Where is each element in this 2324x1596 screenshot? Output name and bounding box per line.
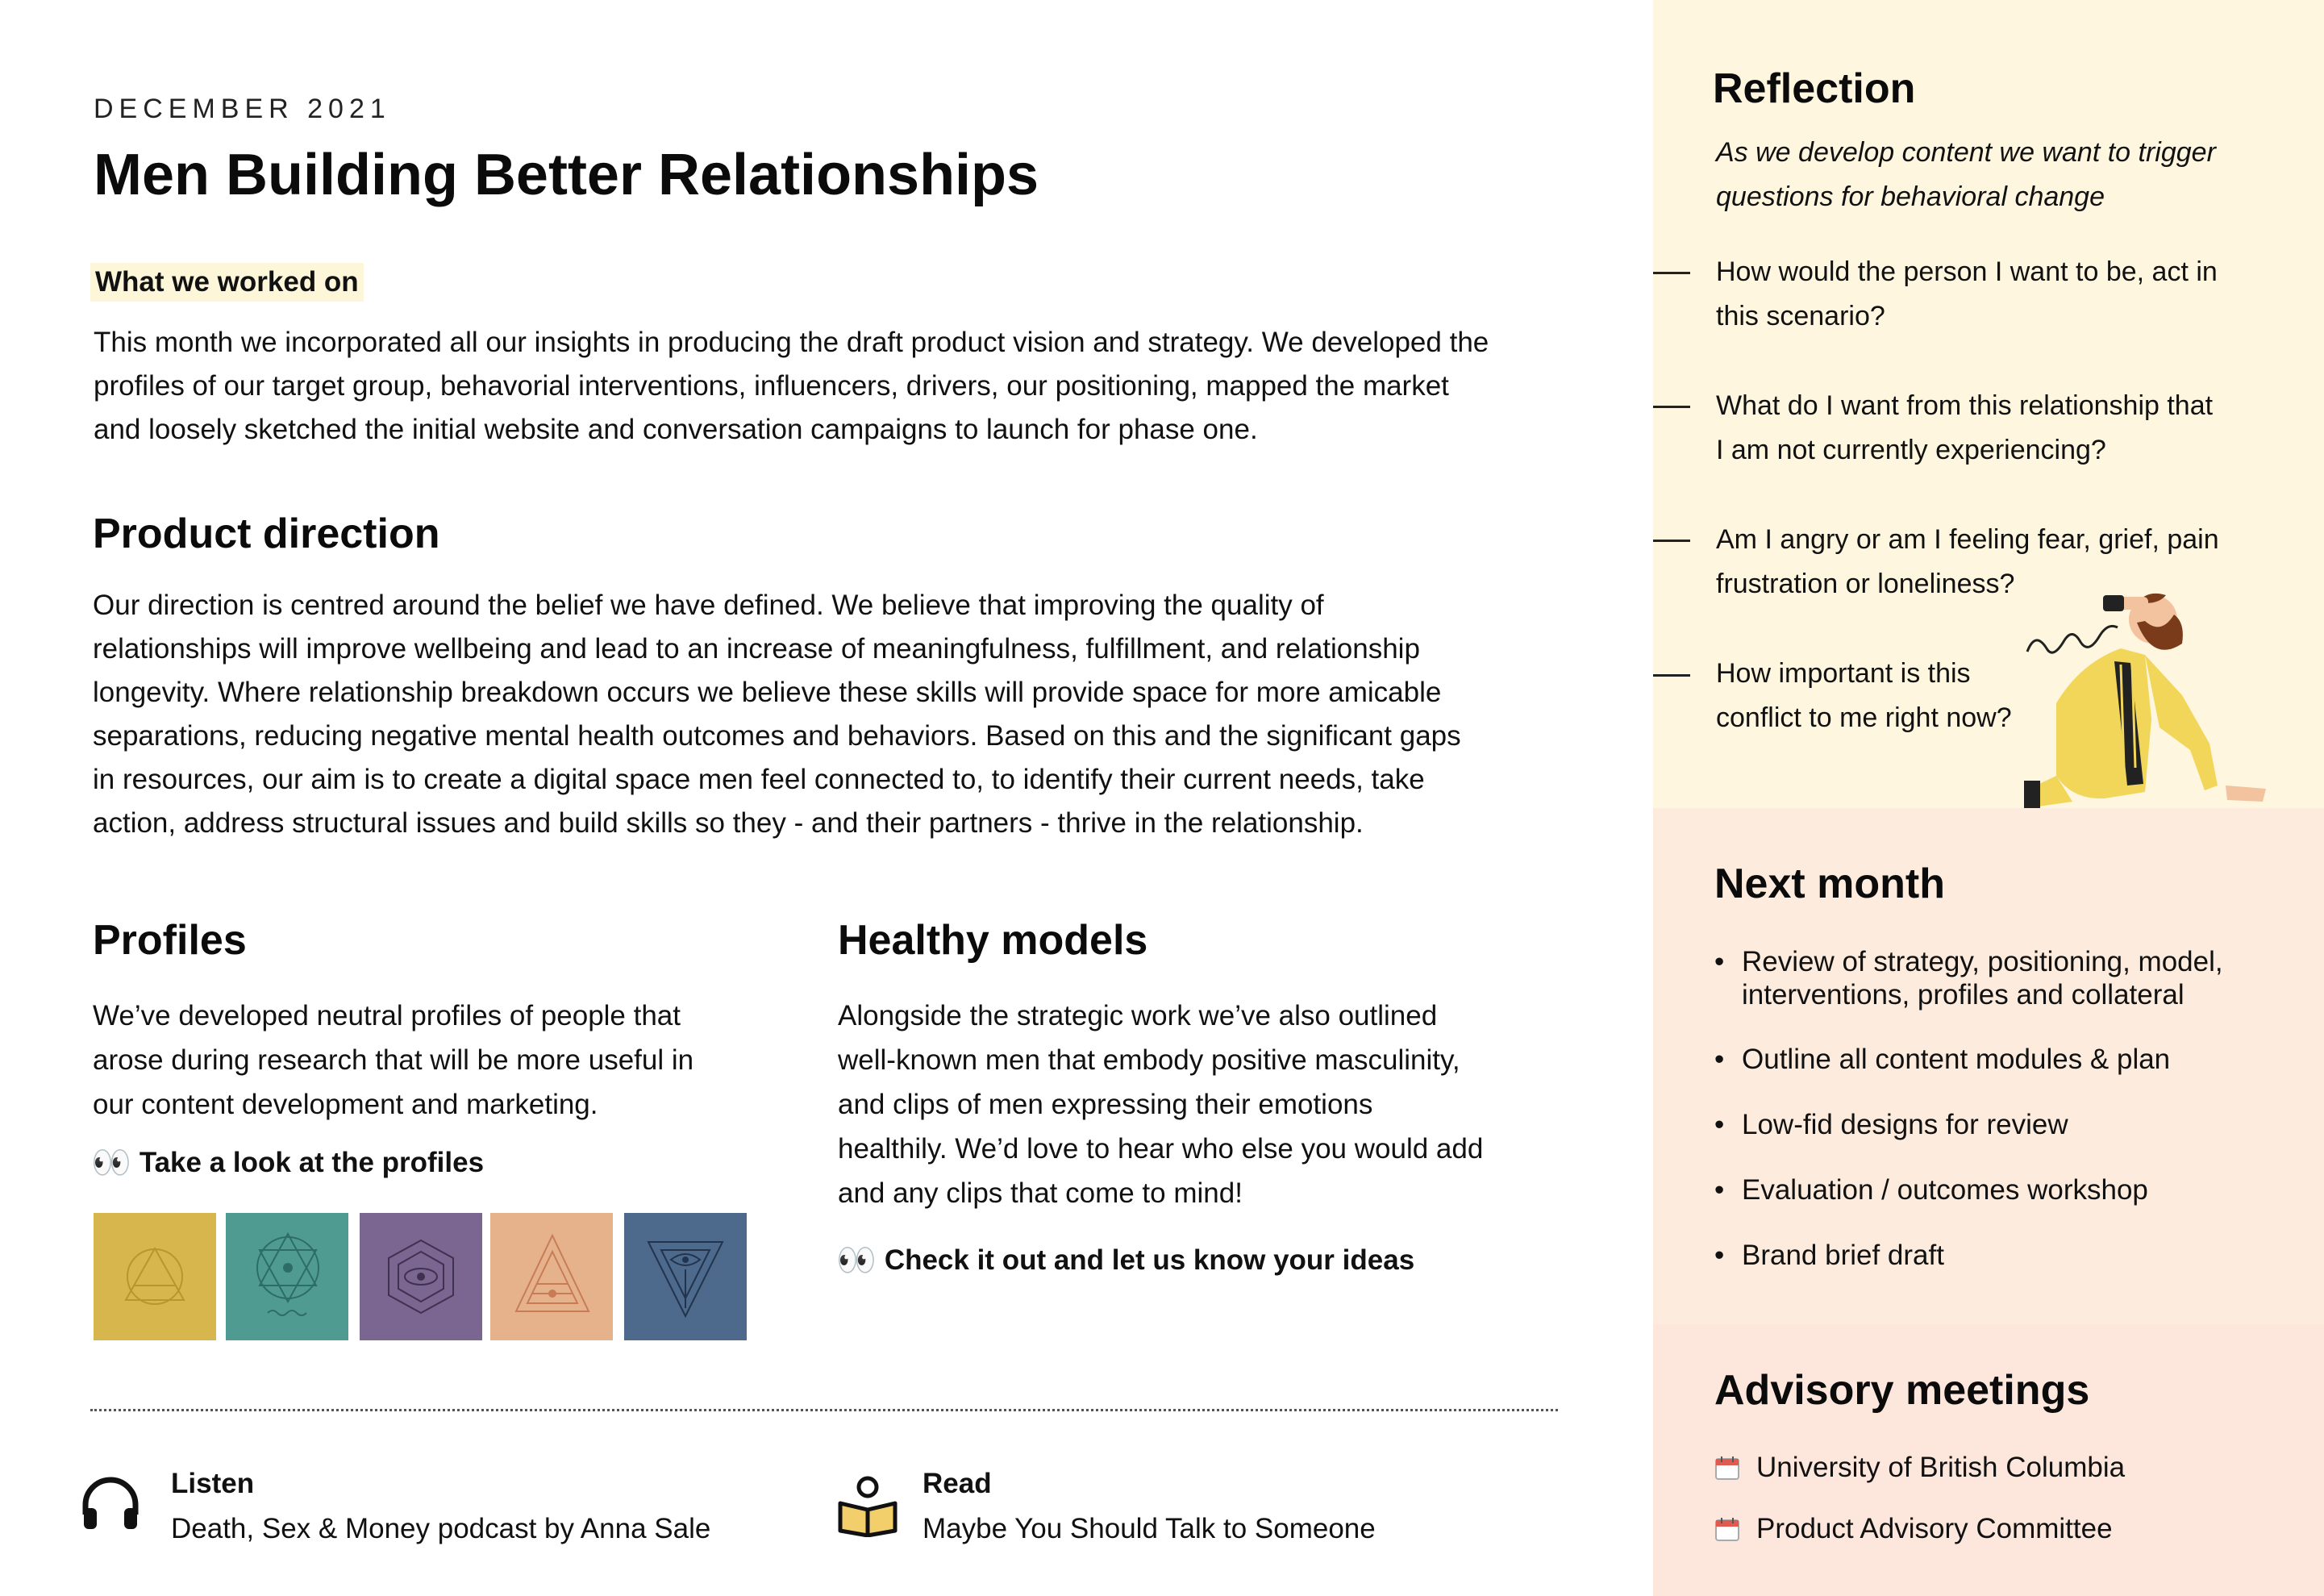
list-item: University of British Columbia (1714, 1452, 2125, 1484)
section-divider (90, 1409, 1558, 1411)
star-circle-icon (226, 1213, 351, 1340)
bullet: • (1714, 1240, 1725, 1271)
pyramid-icon (490, 1213, 615, 1340)
profiles-link[interactable] (91, 1144, 484, 1181)
inverted-eye-icon (624, 1213, 748, 1340)
healthy-models-link-label: Check it out and let us know your ideas (884, 1244, 1415, 1276)
question-dash (1653, 674, 1690, 677)
list-item: • Brand brief draft (1714, 1240, 1944, 1271)
list-item: Product Advisory Committee (1714, 1513, 2113, 1545)
healthy-models-heading: Healthy models (838, 917, 1148, 964)
profiles-heading: Profiles (93, 917, 247, 964)
healthy-models-paragraph: Alongside the strategic work we’ve also outlined well-known men that embody positive masculinity, and clips of men expressing their emotions healthily. We’d love to hear who else you would add and any clips that come to mind! (838, 1000, 1484, 1209)
calendar-icon (1714, 1455, 1740, 1481)
eyes-icon: 👀 (836, 1243, 877, 1278)
question-dash (1653, 272, 1690, 274)
headphones-icon (79, 1476, 142, 1532)
reflection-question: How important is this conflict to me right now? (1716, 658, 2012, 733)
list-item: • Review of strategy, positioning, model, interventions, profiles and collateral (1714, 946, 2223, 1011)
profile-tile-triangle-circle[interactable] (94, 1213, 216, 1340)
profiles-link-label: Take a look at the profiles (139, 1146, 485, 1178)
bullet: • (1714, 946, 1725, 977)
advisory-heading: Advisory meetings (1714, 1367, 2090, 1414)
question-dash (1653, 540, 1690, 542)
profile-tile-star-circle[interactable] (226, 1213, 348, 1340)
profiles-paragraph: We’ve developed neutral profiles of people that arose during research that will be more useful in our content development and marketing. (93, 1000, 694, 1120)
list-item: • Evaluation / outcomes workshop (1714, 1174, 2148, 1206)
profile-tile-hexagon-eye[interactable] (360, 1213, 482, 1340)
read-text: Maybe You Should Talk to Someone (923, 1513, 1376, 1544)
product-direction-heading: Product direction (93, 510, 440, 557)
read-label: Read (923, 1468, 992, 1499)
product-direction-paragraph: Our direction is centred around the belief we have defined. We believe that improving the quality of relationships will improve wellbeing and lead to an increase of meaningfulness, fulfillment, and relationship longevity. Where relationship breakdown occurs we believe these skills will provide space for more amicable separations, reducing negative mental health outcomes and behaviors. Based on this and the significant gaps in resources, our aim is to create a digital space men feel connected to, to identify their current needs, take action, address structural issues and build skills so they - and their partners - thrive in the relationship. (93, 590, 1461, 839)
bullet: • (1714, 1044, 1725, 1075)
next-month-heading: Next month (1714, 861, 1945, 907)
worked-on-paragraph: This month we incorporated all our insights in producing the draft product vision and strategy. We developed the profiles of our target group, behavorial interventions, influencers, drivers, our positioning, mapped the market and loosely sketched the initial website and conversation campaigns to launch for phase one. (94, 327, 1489, 445)
list-item: • Outline all content modules & plan (1714, 1044, 2171, 1075)
reflection-heading: Reflection (1713, 65, 1916, 112)
man-on-phone-illustration (2024, 574, 2274, 816)
profile-tile-pyramid[interactable] (490, 1213, 613, 1340)
question-dash (1653, 406, 1690, 408)
reflection-intro: As we develop content we want to trigger questions for behavioral change (1716, 137, 2216, 212)
healthy-models-link[interactable] (836, 1241, 1414, 1279)
listen-text: Death, Sex & Money podcast by Anna Sale (171, 1513, 711, 1544)
reflection-question: How would the person I want to be, act in this scenario? (1716, 256, 2218, 331)
triangle-circle-icon (94, 1213, 216, 1340)
list-item: • Low-fid designs for review (1714, 1109, 2068, 1140)
hexagon-eye-icon (360, 1213, 482, 1340)
reflection-question: What do I want from this relationship that I am not currently experiencing? (1716, 390, 2214, 465)
profile-tile-inverted-eye[interactable] (624, 1213, 747, 1340)
next-month-list (1714, 945, 2223, 1272)
calendar-icon (1714, 1516, 1740, 1542)
listen-label: Listen (171, 1468, 255, 1499)
issue-date: DECEMBER 2021 (94, 94, 391, 124)
bullet: • (1714, 1174, 1725, 1206)
reading-icon (837, 1476, 898, 1537)
reflection-question: Am I angry or am I feeling fear, grief, pain frustration or loneliness? (1716, 524, 2219, 599)
eyes-icon: 👀 (91, 1145, 131, 1181)
worked-on-label: What we worked on (90, 263, 364, 302)
bullet: • (1714, 1109, 1725, 1140)
page-title: Men Building Better Relationships (94, 143, 1039, 207)
